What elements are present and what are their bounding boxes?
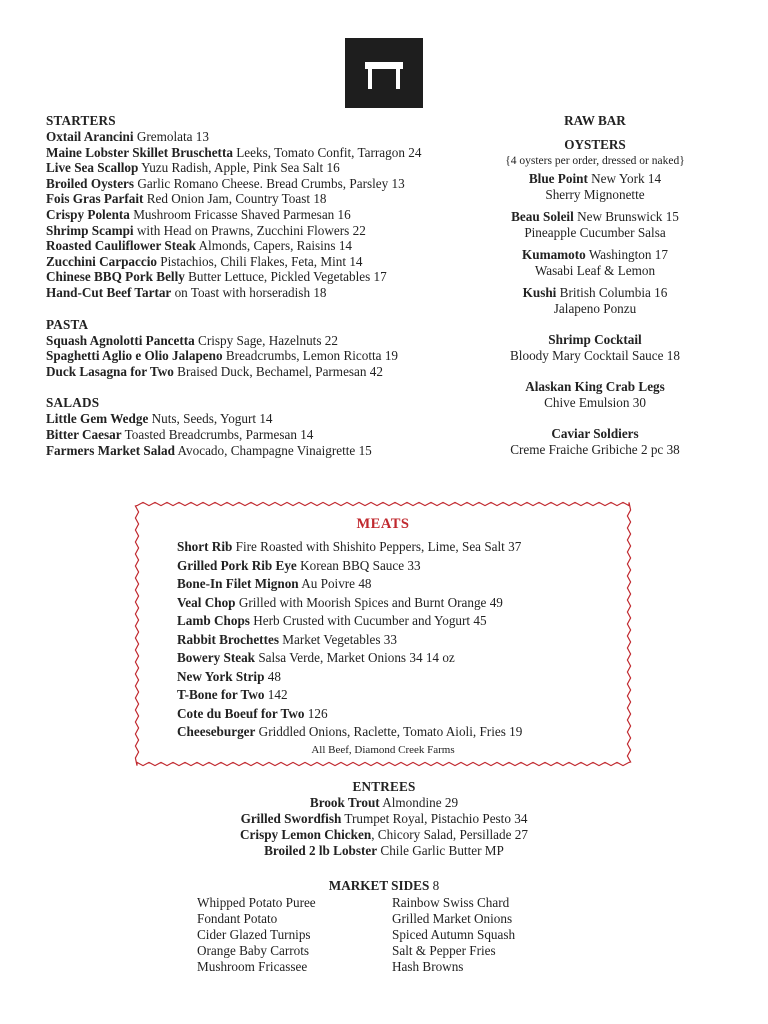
menu-item: [46, 269, 486, 285]
item-name: Chinese BBQ Pork Belly: [46, 269, 185, 285]
menu-item: [0, 811, 768, 827]
item-name: Grilled Pork Rib Eye: [177, 557, 297, 573]
raw-bar-item: [470, 332, 720, 364]
item-desc: New York 14: [587, 171, 662, 186]
market-sides-heading: [0, 878, 768, 894]
item-desc: on Toast with horseradish 18: [171, 284, 327, 300]
list-item: Salt & Pepper Fries: [392, 943, 496, 958]
item-desc: Griddled Onions, Raclette, Tomato Aioli, Fries 19: [255, 724, 523, 739]
item-name: Beau Soleil: [511, 209, 574, 224]
item-desc: Butter Lettuce, Pickled Vegetables 17: [184, 269, 387, 285]
item-desc: Almonds, Capers, Raisins 14: [195, 238, 353, 254]
item-desc: 142: [264, 687, 288, 702]
menu-item: [0, 795, 768, 811]
list-item: Rainbow Swiss Chard: [392, 895, 510, 910]
meats-section: [134, 501, 632, 767]
item-name: Broiled 2 lb Lobster: [264, 843, 378, 858]
item-sub: Wasabi Leaf & Lemon: [534, 263, 656, 278]
item-desc: Pistachios, Chili Flakes, Feta, Mint 14: [157, 253, 363, 269]
item-name: T-Bone for Two: [177, 687, 265, 702]
menu-item: [46, 348, 486, 364]
pasta-title: PASTA: [46, 316, 89, 332]
menu-item: [0, 843, 768, 859]
raw-bar-title: RAW BAR: [564, 113, 626, 128]
item-name: Short Rib: [177, 539, 233, 554]
item-desc: Yuzu Radish, Apple, Pink Sea Salt 16: [138, 160, 340, 176]
menu-item: [46, 254, 486, 270]
left-column: [46, 113, 486, 458]
menu-item: [46, 207, 486, 223]
item-desc: Gremolata 13: [133, 129, 209, 144]
oysters-title: OYSTERS: [564, 137, 626, 152]
market-sides-title: MARKET SIDES: [328, 878, 430, 893]
list-item: Whipped Potato Puree: [197, 895, 316, 910]
item-desc: Grilled with Moorish Spices and Burnt Orange 49: [235, 594, 503, 610]
raw-bar-item: [470, 379, 720, 411]
table-logo-icon: [345, 38, 423, 108]
item-desc: Garlic Romano Cheese. Bread Crumbs, Parsley 13: [134, 175, 405, 191]
item-name: Fois Gras Parfait: [46, 191, 144, 207]
item-desc: Breadcrumbs, Lemon Ricotta 19: [222, 348, 399, 364]
item-desc: 48: [264, 668, 281, 684]
menu-item: [46, 160, 486, 176]
salads-list: [46, 411, 486, 458]
item-desc: Market Vegetables 33: [278, 631, 397, 647]
menu-item: [46, 238, 486, 254]
item-name: Kumamoto: [522, 247, 586, 262]
item-name: Bowery Steak: [177, 650, 256, 665]
pasta-list: [46, 333, 486, 380]
menu-item: [46, 411, 486, 427]
item-sub: Pineapple Cucumber Salsa: [524, 225, 666, 240]
item-desc: Korean BBQ Sauce 33: [296, 557, 421, 573]
menu-item: [46, 145, 486, 161]
starters-title: STARTERS: [46, 113, 116, 128]
item-desc: 126: [304, 705, 328, 721]
oysters-note: {4 oysters per order, dressed or naked}: [505, 155, 685, 167]
menu-item: [177, 705, 617, 724]
item-name: Squash Agnolotti Pancetta: [46, 332, 195, 348]
menu-item: [177, 557, 617, 576]
sides-column-1: [197, 895, 316, 975]
item-name: Roasted Cauliflower Steak: [46, 238, 196, 254]
item-name: Cheeseburger: [177, 724, 256, 739]
salads-title: SALADS: [46, 395, 100, 411]
raw-bar-column: [470, 113, 720, 458]
item-sub: Creme Fraiche Gribiche 2 pc 38: [510, 442, 680, 457]
list-item: Cider Glazed Turnips: [197, 927, 311, 942]
item-name: New York Strip: [177, 668, 265, 684]
menu-item: [177, 668, 617, 687]
item-name: Lamb Chops: [177, 613, 250, 628]
item-sub: Chive Emulsion 30: [544, 395, 646, 410]
item-desc: British Columbia 16: [556, 285, 668, 300]
menu-item: [46, 176, 486, 192]
item-desc: Salsa Verde, Market Onions 34 14 oz: [255, 650, 455, 665]
restaurant-logo: [345, 38, 423, 108]
starters-list: [46, 129, 486, 301]
menu-item: [46, 223, 486, 239]
meats-note: All Beef, Diamond Creek Farms: [311, 744, 455, 756]
item-name: Duck Lasagna for Two: [46, 363, 174, 379]
item-name: Hand-Cut Beef Tartar: [46, 284, 172, 300]
menu-item: [177, 686, 617, 705]
menu-item: [46, 285, 486, 301]
item-desc: Braised Duck, Bechamel, Parmesan 42: [173, 363, 383, 379]
item-name: Broiled Oysters: [46, 175, 135, 191]
item-name: Crispy Polenta: [46, 206, 130, 222]
item-desc: Avocado, Champagne Vinaigrette 15: [174, 442, 372, 458]
item-desc: Herb Crusted with Cucumber and Yogurt 45: [249, 613, 487, 628]
item-name: Bone-In Filet Mignon: [177, 576, 299, 591]
item-desc: with Head on Prawns, Zucchini Flowers 22: [133, 222, 366, 238]
item-desc: Toasted Breadcrumbs, Parmesan 14: [121, 426, 314, 442]
item-name: Shrimp Scampi: [46, 222, 134, 238]
menu-item: [177, 649, 617, 668]
item-name: Spaghetti Aglio e Olio Jalapeno: [46, 348, 223, 364]
raw-bar-item: [470, 285, 720, 317]
item-sub: Sherry Mignonette: [545, 187, 645, 202]
list-item: Orange Baby Carrots: [197, 943, 310, 958]
item-name: Rabbit Brochettes: [177, 631, 279, 647]
item-desc: Fire Roasted with Shishito Peppers, Lime, Sea Salt 37: [232, 539, 522, 554]
item-name: Little Gem Wedge: [46, 411, 149, 427]
item-desc: Nuts, Seeds, Yogurt 14: [148, 411, 273, 427]
list-item: Spiced Autumn Squash: [392, 927, 516, 942]
raw-bar-item: [470, 209, 720, 241]
item-name: Shrimp Cocktail: [548, 332, 642, 347]
list-item: Fondant Potato: [197, 911, 278, 926]
item-sub: Bloody Mary Cocktail Sauce 18: [510, 348, 680, 363]
item-desc: Crispy Sage, Hazelnuts 22: [194, 332, 338, 348]
item-desc: Leeks, Tomato Confit, Tarragon 24: [232, 144, 422, 160]
item-name: Bitter Caesar: [46, 426, 122, 442]
menu-item: [46, 427, 486, 443]
item-desc: Chile Garlic Butter MP: [377, 843, 504, 858]
item-name: Alaskan King Crab Legs: [525, 379, 665, 394]
raw-bar-item: [470, 171, 720, 203]
item-desc: Washington 17: [585, 247, 668, 262]
item-name: Maine Lobster Skillet Bruschetta: [46, 144, 233, 160]
list-item: Hash Browns: [392, 959, 464, 974]
item-desc: Au Poivre 48: [298, 576, 372, 591]
item-name: Cote du Boeuf for Two: [177, 705, 305, 721]
list-item: Grilled Market Onions: [392, 911, 513, 926]
entrees-section: [0, 779, 768, 859]
item-name: Brook Trout: [309, 795, 380, 810]
item-name: Crispy Lemon Chicken: [240, 827, 372, 842]
menu-item: [46, 129, 486, 145]
menu-item: [177, 612, 617, 631]
menu-item: [46, 191, 486, 207]
meats-list: [177, 538, 617, 742]
entrees-title: ENTREES: [352, 779, 416, 794]
menu-item: [46, 333, 486, 349]
item-desc: Trumpet Royal, Pistachio Pesto 34: [341, 811, 528, 826]
menu-item: [177, 538, 617, 557]
item-name: Live Sea Scallop: [46, 160, 139, 176]
menu-item: [177, 631, 617, 650]
sides-column-2: [392, 895, 515, 975]
item-name: Oxtail Arancini: [46, 129, 134, 144]
item-desc: New Brunswick 15: [573, 209, 679, 224]
item-desc: , Chicory Salad, Persillade 27: [371, 827, 528, 842]
list-item: Mushroom Fricassee: [197, 959, 308, 974]
menu-item: [177, 594, 617, 613]
menu-item: [177, 723, 617, 742]
item-desc: Red Onion Jam, Country Toast 18: [143, 191, 327, 207]
market-sides-price: 8: [429, 878, 440, 893]
item-name: Grilled Swordfish: [240, 811, 342, 826]
item-name: Zucchini Carpaccio: [46, 253, 157, 269]
item-name: Farmers Market Salad: [46, 442, 175, 458]
menu-item: [46, 364, 486, 380]
item-name: Caviar Soldiers: [551, 426, 639, 441]
item-desc: Mushroom Fricasse Shaved Parmesan 16: [129, 206, 351, 222]
menu-item: [0, 827, 768, 843]
raw-bar-item: [470, 247, 720, 279]
item-sub: Jalapeno Ponzu: [553, 301, 637, 316]
meats-title: MEATS: [356, 516, 410, 532]
item-name: Veal Chop: [177, 594, 236, 610]
menu-item: [177, 575, 617, 594]
menu-item: [46, 443, 486, 459]
raw-bar-item: [470, 426, 720, 458]
item-name: Kushi: [522, 285, 557, 300]
item-name: Blue Point: [528, 171, 588, 186]
item-desc: Almondine 29: [379, 795, 459, 810]
